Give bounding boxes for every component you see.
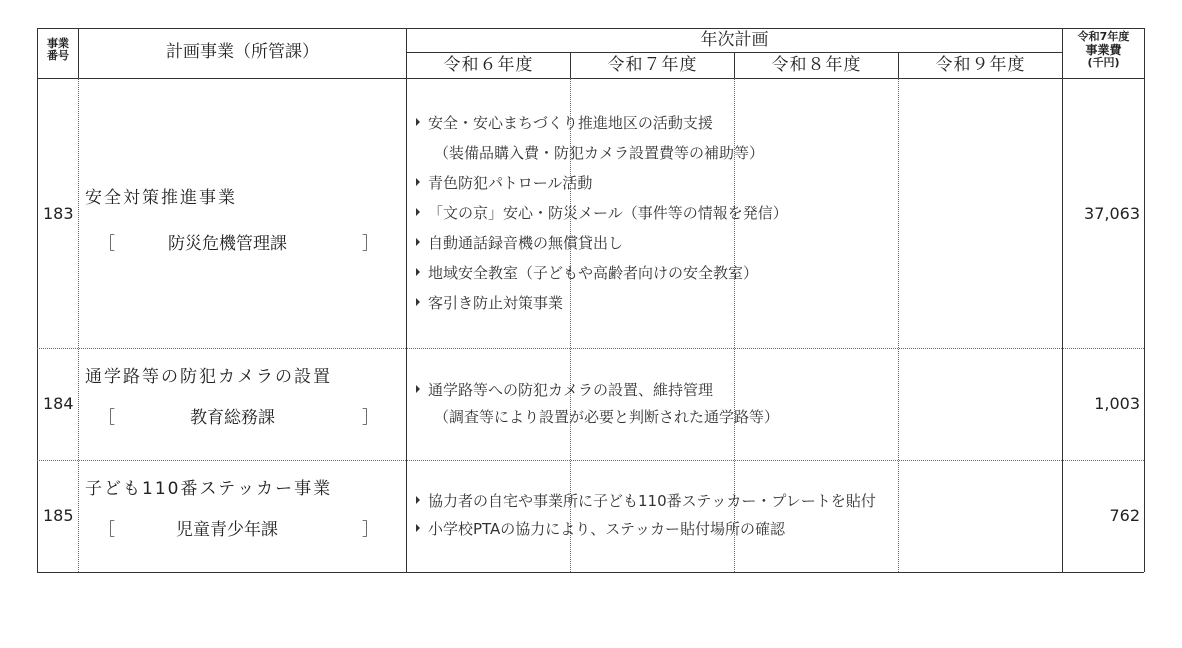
plan-line bbox=[416, 176, 592, 191]
plan-line-text: 客引き防止対策事業 bbox=[428, 294, 564, 312]
header-no-label-line1: 事業 bbox=[47, 37, 69, 50]
bullet-icon bbox=[416, 268, 420, 276]
plan-line-text: 「文の京」安心・防災メール（事件等の情報を発信） bbox=[428, 204, 788, 222]
plan-line-text: 地域安全教室（子どもや高齢者向けの安全教室） bbox=[428, 264, 759, 282]
plan-line bbox=[416, 494, 876, 509]
header-cost-label-line3: (千円) bbox=[1087, 56, 1120, 69]
col-divider-cost bbox=[1062, 28, 1063, 572]
header-cost-label bbox=[1063, 31, 1144, 69]
header-year-3: 令和８年度 bbox=[771, 55, 862, 75]
col-divider-project bbox=[406, 28, 407, 572]
plan-line-text: 自動通話録音機の無償貸出し bbox=[428, 234, 624, 252]
header-annual-plan-label: 年次計画 bbox=[700, 30, 769, 50]
row-185-title: 子ども110番ステッカー事業 bbox=[85, 479, 333, 499]
header-project-label: 計画事業（所管課） bbox=[166, 42, 319, 62]
plan-line bbox=[434, 146, 764, 161]
bullet-icon bbox=[416, 298, 420, 306]
plan-line bbox=[416, 206, 788, 221]
row-185-no: 185 bbox=[43, 506, 74, 525]
header-cost-label-line2: 事業費 bbox=[1085, 43, 1122, 57]
row-185-cost: 762 bbox=[1109, 506, 1140, 525]
row-184-dept-open: ［ bbox=[98, 408, 115, 428]
header-no-label bbox=[38, 38, 78, 62]
plan-line-text: 小学校PTAの協力により、ステッカー貼付場所の確認 bbox=[428, 520, 786, 538]
header-year-1: 令和６年度 bbox=[443, 55, 534, 75]
header-no-label-line2: 番号 bbox=[47, 49, 69, 62]
plan-line bbox=[416, 236, 623, 251]
header-year-2: 令和７年度 bbox=[607, 55, 698, 75]
row-184-no: 184 bbox=[43, 394, 74, 413]
row-185-dept-open: ［ bbox=[98, 520, 115, 540]
plan-line-text: （装備品購入費・防犯カメラ設置費等の補助等） bbox=[434, 144, 765, 162]
row-183-no: 183 bbox=[43, 204, 74, 223]
plan-line bbox=[434, 410, 779, 425]
row-183-dept: 防災危機管理課 bbox=[168, 234, 287, 254]
header-year-4: 令和９年度 bbox=[935, 55, 1026, 75]
bullet-icon bbox=[416, 178, 420, 186]
col-divider-no bbox=[78, 78, 79, 572]
bullet-icon bbox=[416, 208, 420, 216]
plan-line bbox=[416, 116, 713, 131]
table-border-right bbox=[1144, 28, 1145, 572]
row-184-title: 通学路等の防犯カメラの設置 bbox=[85, 367, 332, 387]
table-border-top bbox=[37, 28, 1144, 29]
header-cost-label-line1: 令和7年度 bbox=[1077, 30, 1130, 43]
plan-line bbox=[416, 266, 758, 281]
plan-line bbox=[416, 383, 713, 398]
plan-line bbox=[416, 522, 785, 537]
plan-line-text: 青色防犯パトロール活動 bbox=[428, 174, 593, 192]
row-divider-1 bbox=[37, 348, 1144, 349]
bullet-icon bbox=[416, 118, 420, 126]
table-border-bottom bbox=[37, 572, 1144, 573]
plan-line-text: 通学路等への防犯カメラの設置、維持管理 bbox=[428, 381, 714, 399]
header-divider bbox=[37, 78, 1144, 79]
row-183-dept-open: ［ bbox=[98, 234, 115, 254]
bullet-icon bbox=[416, 524, 420, 532]
row-184-cost: 1,003 bbox=[1094, 394, 1140, 413]
bullet-icon bbox=[416, 385, 420, 393]
bullet-icon bbox=[416, 496, 420, 504]
row-185-dept: 児童青少年課 bbox=[176, 520, 278, 540]
table-border-left bbox=[37, 28, 38, 572]
row-183-title: 安全対策推進事業 bbox=[85, 188, 237, 208]
row-184-dept: 教育総務課 bbox=[190, 408, 275, 428]
row-183-dept-close: ］ bbox=[362, 234, 379, 254]
row-183-cost: 37,063 bbox=[1084, 204, 1140, 223]
row-divider-2 bbox=[37, 460, 1144, 461]
plan-line-text: （調査等により設置が必要と判断された通学路等） bbox=[434, 408, 780, 426]
row-184-dept-close: ］ bbox=[362, 408, 379, 428]
plan-line-text: 協力者の自宅や事業所に子ども110番ステッカー・プレートを貼付 bbox=[428, 492, 876, 510]
col-divider-year-3 bbox=[898, 78, 899, 572]
plan-line bbox=[416, 296, 563, 311]
row-185-dept-close: ］ bbox=[362, 520, 379, 540]
bullet-icon bbox=[416, 238, 420, 246]
plan-line-text: 安全・安心まちづくり推進地区の活動支援 bbox=[428, 114, 713, 132]
